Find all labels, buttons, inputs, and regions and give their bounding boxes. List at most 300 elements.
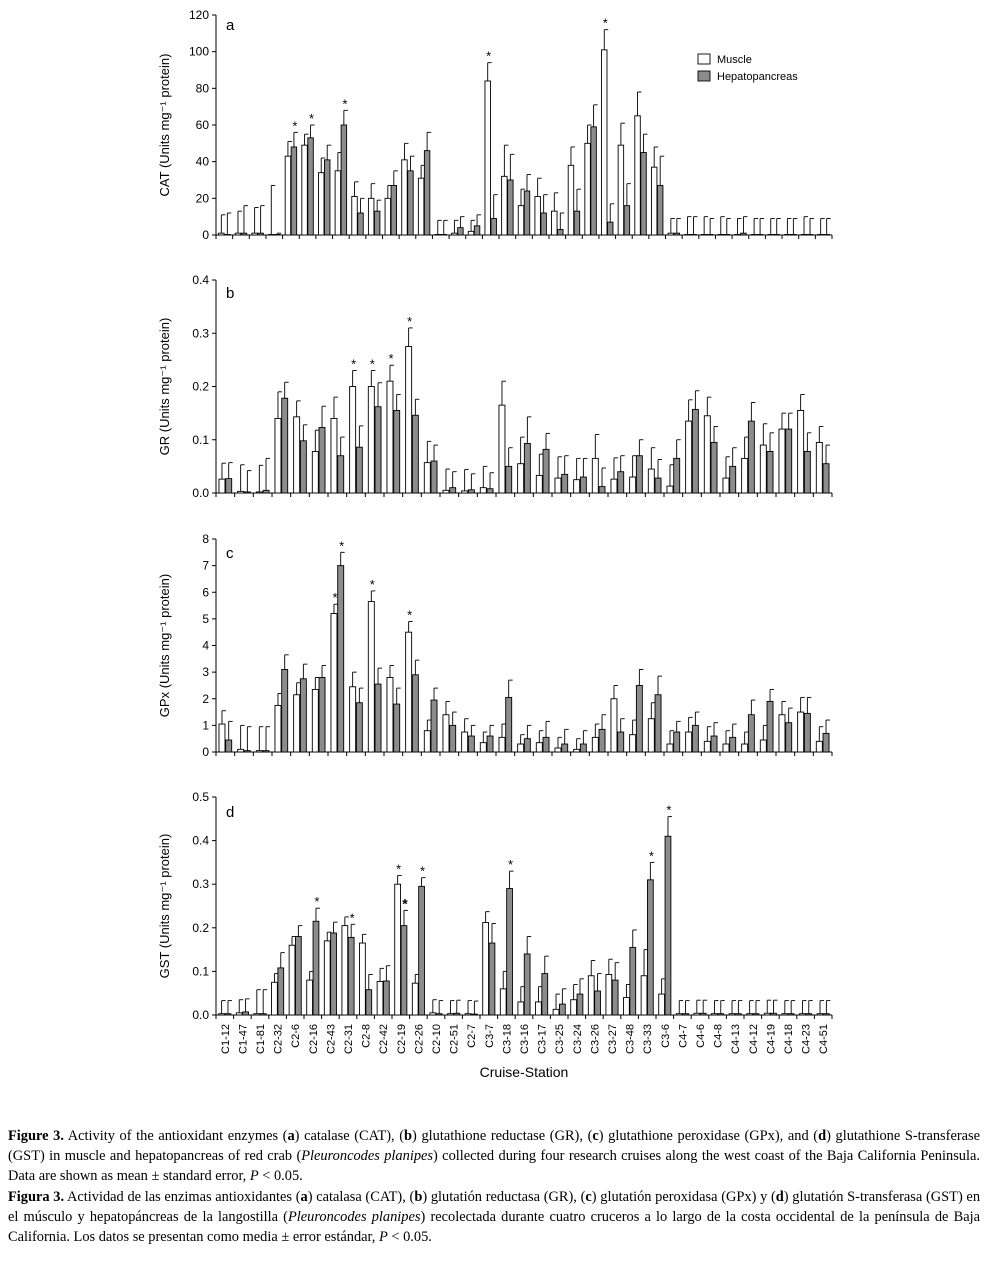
muscle-bar [452,233,457,235]
caption-en-d: d [818,1128,827,1144]
muscle-bar [254,1014,260,1015]
hepatopancreas-bar [241,233,246,235]
hepatopancreas-bar [558,230,563,236]
hepatopancreas-bar [674,233,679,235]
muscle-bar [219,1014,225,1015]
caption-es-d: d [775,1189,784,1205]
legend-swatch-muscle [698,54,710,64]
hepatopancreas-bar [700,1013,706,1015]
significance-star: * [388,351,394,367]
muscle-bar [816,741,822,752]
x-tick-label: C2-51 [448,1024,461,1054]
y-tick-label: 0.3 [192,326,209,341]
hepatopancreas-bar [507,889,513,1015]
hepatopancreas-bar [692,409,698,493]
muscle-bar [592,737,598,752]
muscle-bar [377,981,383,1015]
muscle-bar [779,715,785,752]
hepatopancreas-bar [741,233,746,235]
x-tick-label: C2-31 [343,1024,355,1054]
muscle-bar [485,81,490,235]
muscle-bar [350,387,356,494]
y-tick-label: 4 [202,638,209,653]
y-tick-label: 120 [188,8,209,22]
x-tick-label: C2-16 [307,1024,320,1054]
hepatopancreas-bar [260,1014,266,1015]
y-tick-label: 2 [202,691,209,706]
y-tick-label: 0 [202,228,209,242]
hepatopancreas-bar [748,715,754,752]
hepatopancreas-bar [647,880,653,1015]
hepatopancreas-bar [543,449,549,493]
hepatopancreas-bar [771,1013,777,1015]
muscle-bar [676,1014,682,1015]
hepatopancreas-bar [338,456,344,493]
hepatopancreas-bar [630,947,636,1015]
y-tick-label: 100 [188,44,209,59]
muscle-bar [238,749,244,752]
muscle-bar [667,744,673,752]
hepatopancreas-bar [258,233,263,235]
muscle-bar [518,206,523,235]
hepatopancreas-bar [471,1014,477,1015]
hepatopancreas-bar [562,744,568,752]
caption-en-text: ) glutathione peroxidase (GPx), and ( [598,1128,819,1144]
muscle-bar [630,735,636,752]
hepatopancreas-bar [823,464,829,493]
hepatopancreas-bar [786,723,792,752]
muscle-bar [742,458,748,493]
caption-es-text: Actividad de las enzimas antioxidantes ( [64,1189,301,1205]
hepatopancreas-bar [786,429,792,493]
caption-en-text: < 0.05. [258,1168,303,1184]
hepatopancreas-bar [341,125,346,235]
hepatopancreas-bar [559,1004,565,1015]
muscle-bar [518,744,524,752]
hepatopancreas-bar [424,151,429,235]
muscle-bar [318,173,323,235]
muscle-bar [272,982,278,1015]
muscle-bar [238,491,244,493]
muscle-bar [418,178,423,235]
x-tick-label: C2-7 [466,1024,479,1048]
hepatopancreas-bar [618,472,624,493]
hepatopancreas-bar [308,138,313,235]
hepatopancreas-bar [618,732,624,752]
significance-star: * [369,576,375,592]
caption-es-species: Pleuroncodes planipes [287,1209,421,1225]
y-tick-label: 0.4 [192,273,209,287]
hepatopancreas-bar [383,981,389,1015]
hepatopancreas-bar [674,732,680,752]
muscle-bar [729,1014,735,1015]
muscle-bar [502,176,507,235]
x-tick-label: C3-27 [607,1024,619,1054]
muscle-bar [402,160,407,235]
hepatopancreas-bar [244,492,250,493]
muscle-bar [574,749,580,752]
muscle-bar [585,143,590,235]
x-tick-label: C4-18 [783,1024,795,1054]
muscle-bar [588,976,594,1015]
significance-star: * [508,857,514,873]
hepatopancreas-bar [595,991,601,1015]
hepatopancreas-bar [542,974,548,1015]
muscle-bar [518,1002,524,1015]
muscle-bar [574,480,580,493]
x-tick-label: C4-6 [695,1024,707,1048]
muscle-bar [611,479,617,493]
hepatopancreas-bar [806,1014,812,1015]
muscle-bar [712,1014,718,1015]
hepatopancreas-bar [804,713,810,752]
hepatopancreas-bar [711,442,717,493]
muscle-bar [430,1013,436,1015]
muscle-bar [601,50,606,235]
x-tick-label: C4-8 [712,1024,725,1048]
muscle-bar [256,492,262,493]
muscle-bar [285,156,290,235]
hepatopancreas-bar [624,206,629,235]
muscle-bar [406,632,412,752]
y-tick-label: 8 [202,532,209,546]
muscle-bar [312,451,318,493]
muscle-bar [462,732,468,752]
hepatopancreas-bar [454,1013,460,1015]
hepatopancreas-bar [767,701,773,752]
caption-english [8,1126,980,1186]
hepatopancreas-bar [295,937,301,1015]
hepatopancreas-bar [468,490,474,493]
hepatopancreas-bar [599,487,605,493]
x-tick-label: C2-43 [325,1024,338,1054]
hepatopancreas-bar [823,1014,829,1015]
hepatopancreas-bar [408,171,413,235]
muscle-bar [480,743,486,752]
muscle-bar [219,724,225,752]
muscle-bar [480,488,486,493]
hepatopancreas-bar [300,679,306,752]
caption-en-label: Figure 3. [8,1128,64,1144]
hepatopancreas-bar [431,700,437,752]
hepatopancreas-bar [591,127,596,235]
hepatopancreas-bar [324,160,329,235]
hepatopancreas-bar [474,226,479,235]
hepatopancreas-bar [375,684,381,752]
x-tick-label: C2-10 [431,1024,443,1054]
muscle-bar [704,416,710,493]
significance-star: * [396,861,402,877]
x-tick-label: C3-17 [536,1024,549,1054]
muscle-bar [651,167,656,235]
significance-star: * [486,48,492,64]
muscle-bar [352,197,357,236]
hepatopancreas-bar [331,933,337,1015]
muscle-bar [499,405,505,493]
hepatopancreas-bar [291,147,296,235]
legend-label-hepatopancreas: Hepatopancreas [717,71,798,83]
y-tick-label: 60 [195,118,209,132]
significance-star: * [339,538,345,554]
muscle-bar [387,381,393,493]
caption-es-p: P [378,1229,388,1245]
significance-star: * [648,848,654,864]
muscle-bar [368,387,374,494]
muscle-bar [294,695,300,752]
hepatopancreas-bar [612,980,618,1015]
x-tick-label: C1-81 [255,1024,267,1054]
hepatopancreas-bar [375,407,381,493]
hepatopancreas-bar [431,461,437,493]
y-tick-label: 0 [202,745,209,759]
hepatopancreas-bar [718,1014,724,1015]
x-tick-label: C4-19 [765,1024,778,1054]
muscle-bar [535,197,540,236]
muscle-bar [307,980,313,1015]
hepatopancreas-bar [450,488,456,493]
x-tick-label: C2-26 [413,1024,426,1054]
hepatopancreas-bar [636,456,642,493]
hepatopancreas-bar [225,1014,231,1015]
muscle-bar [462,491,468,493]
x-tick-label: C3-26 [589,1024,602,1054]
muscle-bar [659,994,665,1015]
muscle-bar [443,715,449,752]
muscle-bar [536,1002,542,1015]
x-tick-label: C2-42 [378,1024,391,1054]
hepatopancreas-bar [338,566,344,752]
hepatopancreas-bar [524,191,529,235]
y-tick-label: 0.0 [192,1008,209,1022]
hepatopancreas-bar [580,477,586,493]
muscle-bar [342,926,348,1015]
y-axis-title: GR (Units mg⁻¹ protein) [157,317,172,456]
y-tick-label: 5 [202,611,209,626]
caption-en-text: ) glutathione reductase (GR), ( [412,1128,593,1144]
muscle-bar [611,699,617,752]
hepatopancreas-bar [243,1012,249,1015]
muscle-bar [368,198,373,235]
hepatopancreas-bar [358,213,363,235]
caption-en-text: ) glutathione S-transferase (GST) in muscle and hepatopancreas of red crab ( [8,1128,981,1164]
muscle-bar [518,464,524,493]
hepatopancreas-bar [580,744,586,752]
muscle-bar [465,1014,471,1015]
muscle-bar [782,1014,788,1015]
hepatopancreas-bar [674,458,680,493]
hepatopancreas-bar [524,739,530,752]
significance-star: * [314,894,320,910]
caption-en-p: P [249,1168,259,1184]
x-tick-label: C4-51 [818,1024,831,1054]
hepatopancreas-bar [574,211,579,235]
caption-es-text: ) catalasa (CAT), ( [307,1189,415,1205]
muscle-bar [641,976,647,1015]
x-tick-label: C3-7 [483,1024,496,1048]
muscle-bar [635,116,640,235]
muscle-bar [568,165,573,235]
muscle-bar [816,442,822,493]
muscle-bar [302,145,307,235]
muscle-bar [618,145,623,235]
caption-en-a: a [287,1128,295,1144]
muscle-bar [624,998,630,1015]
muscle-bar [368,602,374,752]
hepatopancreas-bar [282,398,288,493]
y-tick-label: 0.0 [192,486,209,500]
significance-star: * [349,910,355,926]
caption-es-b: b [414,1189,423,1205]
y-tick-label: 0.2 [192,379,209,394]
significance-star: * [332,590,338,606]
muscle-bar [742,744,748,752]
muscle-bar [747,1014,753,1015]
muscle-bar [686,732,692,752]
hepatopancreas-bar [524,443,530,493]
muscle-bar [592,458,598,493]
hepatopancreas-bar [366,990,372,1015]
muscle-bar [800,1014,806,1015]
y-tick-label: 1 [202,718,209,733]
legend-label-muscle: Muscle [717,54,752,66]
hepatopancreas-bar [641,153,646,236]
y-tick-label: 0.2 [192,920,209,935]
hepatopancreas-bar [683,1014,689,1015]
muscle-bar [817,1014,823,1015]
muscle-bar [443,490,449,493]
x-tick-label: C4-7 [677,1024,690,1048]
caption-en-text: ) collected during four research cruises along the west coast of the Baja California Peninsula. Data are shown as mean ± standard error, [8,1148,980,1184]
hepatopancreas-bar [356,447,362,493]
muscle-bar [324,941,330,1015]
hepatopancreas-bar [748,421,754,493]
hepatopancreas-bar [319,677,325,752]
hepatopancreas-bar [450,725,456,752]
muscle-bar [236,1013,242,1015]
x-axis-title: Cruise-Station [479,1064,569,1080]
y-tick-label: 0.4 [192,833,209,848]
hepatopancreas-bar [665,836,671,1015]
hepatopancreas-bar [300,441,306,493]
muscle-bar [312,689,318,752]
significance-star: * [666,802,672,818]
significance-star: * [420,863,426,879]
muscle-bar [779,429,785,493]
caption-es-text: ) glutatión reductasa (GR), ( [422,1189,586,1205]
muscle-bar [294,417,300,493]
x-tick-label: C3-16 [519,1024,531,1054]
caption-en-text: Activity of the antioxidant enzymes ( [63,1128,288,1144]
muscle-bar [468,231,473,235]
hepatopancreas-bar [508,180,513,235]
caption-es-a: a [300,1189,308,1205]
muscle-bar [704,741,710,752]
x-tick-label: C3-48 [624,1024,637,1054]
significance-star: * [602,15,608,31]
hepatopancreas-bar [226,479,232,493]
significance-star: * [407,607,413,623]
y-axis-title: CAT (Units mg⁻¹ protein) [157,53,172,197]
hepatopancreas-bar [487,489,493,493]
muscle-bar [412,983,418,1015]
muscle-bar [289,945,295,1015]
significance-star: * [351,356,357,372]
hepatopancreas-bar [711,736,717,752]
caption-es-c: c [585,1189,592,1205]
caption-es-text: ) recolectada durante cuatro cruceros a lo largo de la costa occidental de la península de Baja California. Los datos se presentan como media ± error estándar, [8,1209,980,1245]
figure-caption [8,1126,980,1248]
muscle-bar [667,486,673,493]
caption-en-species: Pleuroncodes planipes [301,1148,433,1164]
y-tick-label: 20 [195,191,209,206]
hepatopancreas-bar [562,474,568,493]
muscle-bar [385,198,390,235]
significance-star: * [402,895,408,912]
hepatopancreas-bar [823,733,829,752]
muscle-bar [760,740,766,752]
hepatopancreas-bar [394,704,400,752]
y-tick-label: 3 [202,665,209,680]
y-tick-label: 0.5 [192,790,209,804]
hepatopancreas-bar [730,466,736,493]
x-tick-label: C4-12 [747,1024,760,1054]
hepatopancreas-bar [541,213,546,235]
hepatopancreas-bar [412,415,418,493]
caption-en-c: c [592,1128,599,1144]
caption-es-text: ) glutatión S-transferasa (GST) en el músculo y hepatopáncreas de la langostilla ( [8,1189,981,1225]
muscle-bar [553,1009,559,1015]
muscle-bar [350,687,356,752]
muscle-bar [571,1000,577,1015]
muscle-bar [648,469,654,493]
muscle-bar [387,677,393,752]
y-tick-label: 7 [202,558,209,573]
muscle-bar [424,463,430,493]
muscle-bar [723,744,729,752]
muscle-bar [275,705,281,752]
muscle-bar [335,171,340,235]
significance-star: * [292,118,298,134]
hepatopancreas-bar [244,751,250,752]
hepatopancreas-bar [692,725,698,752]
muscle-bar [331,614,337,752]
muscle-bar [630,477,636,493]
x-tick-label: C3-33 [642,1024,655,1054]
panel-label: c [226,545,234,562]
hepatopancreas-bar [263,490,269,493]
y-axis-title: GPx (Units mg⁻¹ protein) [157,573,172,718]
muscle-bar [648,719,654,752]
muscle-bar [760,445,766,493]
hepatopancreas-bar [788,1014,794,1015]
hepatopancreas-bar [577,994,583,1015]
hepatopancreas-bar [313,921,319,1015]
muscle-bar [395,884,401,1015]
hepatopancreas-bar [487,736,493,752]
y-tick-label: 0.1 [192,964,209,979]
hepatopancreas-bar [506,466,512,493]
hepatopancreas-bar [543,737,549,752]
hepatopancreas-bar [599,729,605,752]
muscle-bar [219,233,224,235]
muscle-bar [448,1014,454,1015]
x-tick-label: C1-47 [237,1024,250,1054]
muscle-bar [694,1013,700,1015]
y-tick-label: 6 [202,585,209,600]
hepatopancreas-bar [263,751,269,752]
x-tick-label: C2-6 [290,1024,303,1048]
y-axis-title: GST (Units mg⁻¹ protein) [157,833,172,979]
